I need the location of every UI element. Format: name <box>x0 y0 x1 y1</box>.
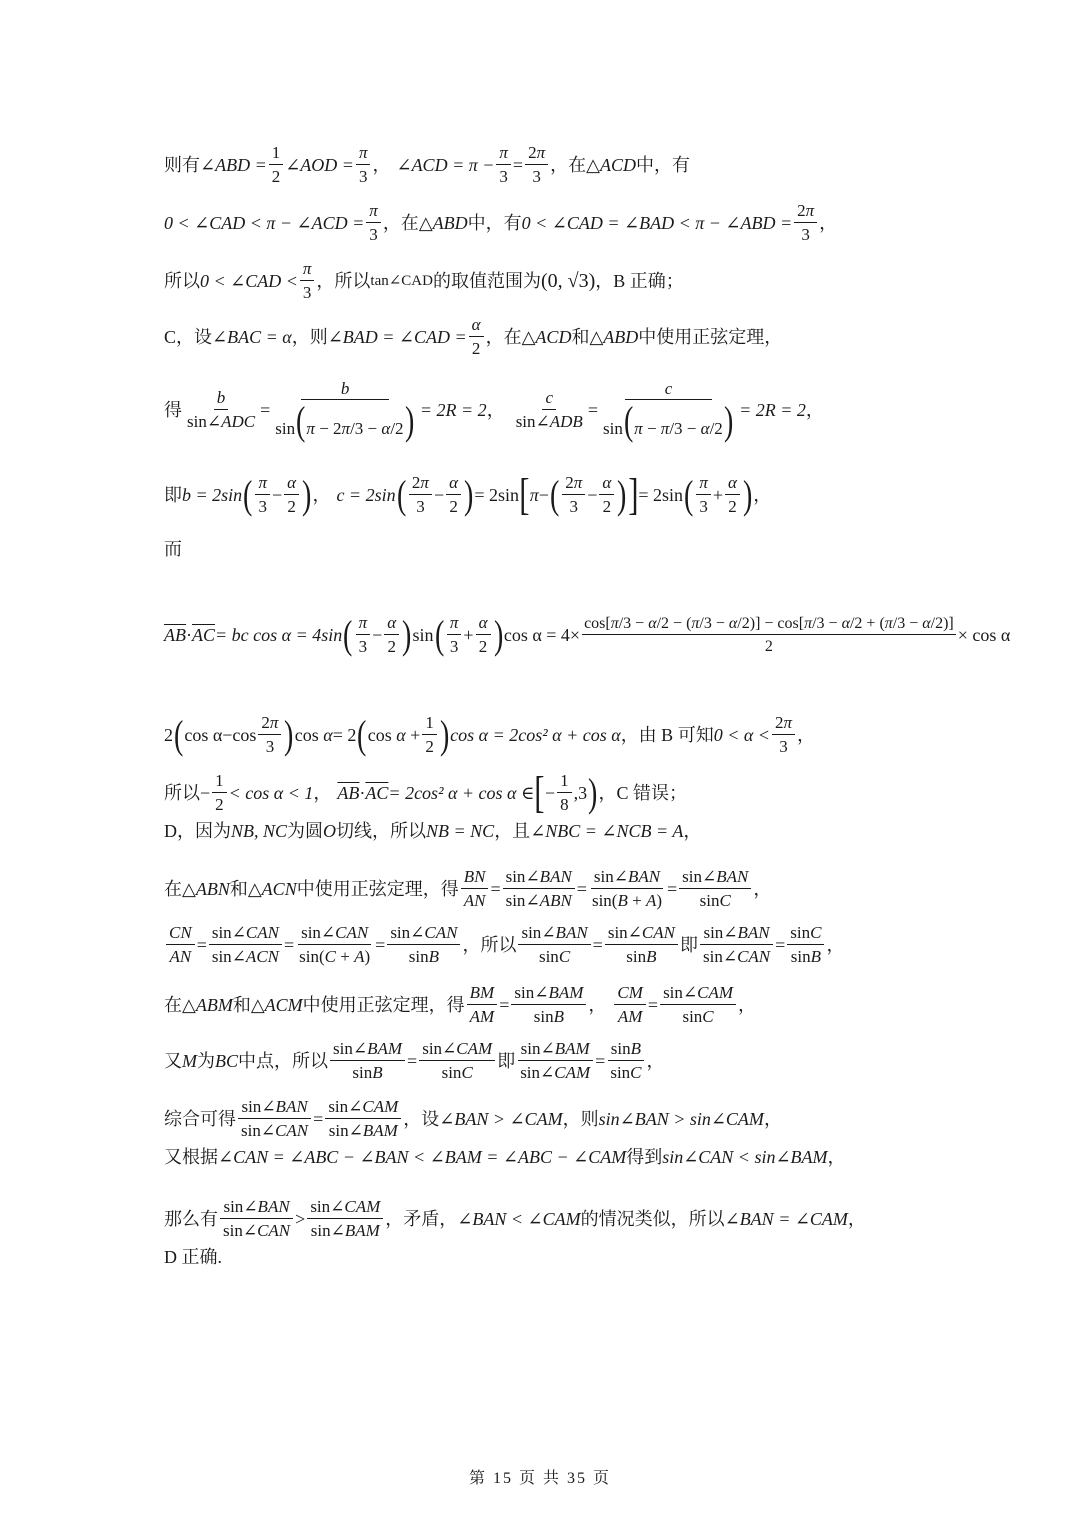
line-9: 2 ( cos α −cos $\frac{2\pi}{3}$ ) cos α = 2 ( cos α + $\frac{1}{2}$ ) cos α = 2cos² α + cos α ，由 B 可知 0 < α < $\frac{2\pi}{3}$ ， <box>164 711 815 757</box>
math: △ACM <box>250 994 303 1015</box>
fraction: $\frac{\pi}{3}$ <box>366 200 381 245</box>
text: ， <box>646 1050 665 1071</box>
math: 0 < ∠CAD < <box>200 270 298 291</box>
text: ， <box>313 782 332 803</box>
math: ∠ABD = <box>200 154 267 175</box>
math: × cos α <box>957 624 1011 645</box>
fraction: $\frac{c}{\text{sin∠ADB}}$ <box>515 388 583 431</box>
math: ∠AOD = <box>285 154 354 175</box>
text: D，因为 <box>164 821 231 841</box>
text: ，B 正确； <box>595 270 684 291</box>
text: ， <box>753 878 772 899</box>
text: ，在 <box>485 326 522 347</box>
math: < cos α < 1 <box>228 782 314 803</box>
line-13: $\frac{CN}{AN}$ = $\frac{\text{sin∠CAN}}{\text{sin∠ACN}}$ = $\frac{\text{sin∠CAN}}{\sin(C + A)}$ = $\frac{\text{sin∠CAN}}{\sin B}$ ，所以 $\frac{\text{sin∠BAN}}{\sin C}$ = $\frac{\text{sin∠CAN}}{\sin B}$ 即 $\frac{\text{sin∠BAN}}{\text{sin∠CAN}}$ = $\frac{\sin C}{\sin B}$ ， <box>164 922 844 967</box>
math: sin <box>412 624 434 645</box>
text: ， <box>738 994 757 1015</box>
text: 中使用正弦定理，得 <box>296 878 459 899</box>
text: ， <box>796 724 815 745</box>
text: 而 <box>164 539 182 559</box>
text: 和 <box>229 878 248 899</box>
math: ∠ACD = π − <box>396 154 495 175</box>
line-8: $\overline{AB}$ · $\overline{AC}$ = bc cos α = 4sin ( $\frac{\pi}{3}$ − $\frac{\alpha}{2}$ ) sin ( $\frac{\pi}{3}$ + $\frac{\alpha}{2}$ ) cos α = 4× $\frac{\cos[\pi/3 - \alpha/2 - (\pi/3 - \alpha/2)] - \cos[\pi/3 - \alpha/2 + (\pi/3 - \alpha/2)]}{2}$ × cos α <box>164 611 1011 657</box>
math: NB = NC <box>426 821 495 841</box>
text: 那么有 <box>164 1208 218 1229</box>
fraction: $\frac{1}{2}$ <box>269 142 284 187</box>
math: 2 <box>164 724 173 745</box>
text: ， <box>819 212 838 233</box>
line-14: 在 △ABM 和 △ACM 中使用正弦定理，得 $\frac{BM}{AM}$ = $\frac{\text{sin∠BAM}}{\sin B}$ ， $\frac{CM}{AM}$ = $\frac{\text{sin∠CAM}}{\sin C}$ ， <box>164 983 757 1026</box>
line-15: 又 M 为 BC 中点，所以 $\frac{\text{sin∠BAM}}{\sin B}$ = $\frac{\text{sin∠CAM}}{\sin C}$ 即 $\frac{\text{sin∠BAM}}{\text{sin∠CAM}}$ = $\frac{\sin B}{\sin C}$ ， <box>164 1039 665 1082</box>
text: ， <box>847 1208 866 1229</box>
text: ， <box>805 399 824 420</box>
fraction: $\frac{c}{\sin(\pi - \pi/3 - \alpha/2)}$ <box>602 379 734 443</box>
text: 中使用正弦定理，得 <box>302 994 465 1015</box>
math: cos α <box>184 724 223 745</box>
math: ∠CAN = ∠ABC − ∠BAN < ∠BAM = ∠ABC − ∠CAM <box>218 1147 627 1167</box>
text: 和 <box>232 994 251 1015</box>
math: O <box>323 821 337 841</box>
text: ，在 <box>382 212 419 233</box>
line-18: 那么有 $\frac{\text{sin∠BAN}}{\text{sin∠CAN}}$ > $\frac{\text{sin∠CAM}}{\text{sin∠BAM}}$ ，矛盾， ∠BAN < ∠CAM 的情况类似，所以 ∠BAN = ∠CAM ， <box>164 1197 866 1240</box>
text: 即 <box>497 1050 516 1071</box>
line-11 <box>164 820 701 842</box>
line-19 <box>164 1246 222 1268</box>
line-12: 在 △ABN 和 △ACN 中使用正弦定理，得 $\frac{BN}{AN}$ = $\frac{\text{sin∠BAN}}{\text{sin∠ABN}}$ = $\frac{\text{sin∠BAN}}{\sin(B + A)}$ = $\frac{\text{sin∠BAN}}{\sin C}$ ， <box>164 867 772 910</box>
fraction: $\frac{b}{\sin(\pi - 2\pi/3 - \alpha/2)}$ <box>275 379 414 443</box>
math: 0 < ∠CAD < π − ∠ACD = <box>164 212 365 233</box>
math: = 2R = 2 <box>419 399 487 420</box>
text: ，设 <box>403 1108 440 1129</box>
text: 切线，所以 <box>336 821 427 841</box>
text: 又根据 <box>164 1147 218 1167</box>
line-5: 得 $\frac{b}{\text{sin∠ADC}}$ = $\frac{b}{\sin(\pi - 2\pi/3 - \alpha/2)}$ = 2R = 2 ， $\frac{c}{\text{sin∠ADB}}$ = $\frac{c}{\sin(\pi - \pi/3 - \alpha/2)}$ = 2R = 2 ， <box>164 379 824 443</box>
text: ， <box>486 399 505 420</box>
text: 的情况类似，所以 <box>580 1208 725 1229</box>
math: 0 < ∠CAD = ∠BAD < π − ∠ABD = <box>521 212 793 233</box>
text: 得到 <box>626 1147 663 1167</box>
math: △ACN <box>247 878 297 899</box>
text: 中，有 <box>635 154 690 175</box>
text: 所以 <box>164 782 200 803</box>
text: ，且 <box>494 821 531 841</box>
fraction: $\frac{\alpha}{2}$ <box>469 314 484 359</box>
math: △ACD <box>586 154 636 175</box>
line-1: 则有 ∠ABD = $\frac{1}{2}$ ∠AOD = $\frac{\pi}{3}$ ， ∠ACD = π − $\frac{\pi}{3}$ = $\frac{2\pi}{3}$ ，在 △ACD 中，有 <box>164 143 690 186</box>
math: sin∠BAN > sin∠CAM <box>598 1108 764 1129</box>
text: ， <box>827 1147 846 1167</box>
math: = 2sin <box>474 484 520 505</box>
text: 中点，所以 <box>238 1050 329 1071</box>
text: ，在 <box>550 154 587 175</box>
text: ，则 <box>562 1108 599 1129</box>
math: cos α = 2cos² α + cos α <box>450 724 621 745</box>
fraction: $\frac{\pi}{3}$ <box>300 258 315 303</box>
line-6: 即 b = 2sin ( $\frac{\pi}{3}$ − $\frac{\alpha}{2}$ ) ， c = 2sin ( $\frac{2\pi}{3}$ − $\frac{\alpha}{2}$ ) = 2sin [ π − ( $\frac{2\pi}{3}$ − $\frac{\alpha}{2}$ ) ] = 2sin ( $\frac{\pi}{3}$ + $\frac{\alpha}{2}$ ) ， <box>164 469 772 519</box>
fraction: $\frac{2\pi}{3}$ <box>794 200 817 245</box>
text: 得 <box>164 399 182 420</box>
line-7 <box>164 538 182 560</box>
line-2 <box>164 200 837 245</box>
math: △ABD <box>589 326 639 347</box>
fraction: $\frac{\pi}{3}$ <box>356 142 371 187</box>
text: ，则 <box>291 326 328 347</box>
text: 综合可得 <box>164 1108 236 1129</box>
text: ， <box>312 484 331 505</box>
text: ， <box>753 484 772 505</box>
math: NB, NC <box>231 821 288 841</box>
text: ， <box>763 1108 782 1129</box>
math: M <box>182 1050 197 1071</box>
math: = <box>512 154 524 175</box>
fraction: $\frac{2\pi}{3}$ <box>525 142 548 187</box>
text: 即 <box>164 484 182 505</box>
line-17 <box>164 1146 846 1168</box>
text: 和 <box>571 326 590 347</box>
text: ，所以 <box>316 270 371 291</box>
line-10: 所以 − $\frac{1}{2}$ < cos α < 1 ， $\overline{AB}$ · $\overline{AC}$ = 2cos² α + cos α ∈ [ − $\frac{1}{8}$ ,3 ) ，C 错误； <box>164 767 687 817</box>
math: = 2 <box>332 724 357 745</box>
text: ，由 B 可知 <box>620 724 714 745</box>
fraction: $\frac{b}{\text{sin∠ADC}}$ <box>187 388 256 431</box>
math: ∠BAD = ∠CAD = <box>327 326 467 347</box>
math: tan∠CAD <box>370 272 433 289</box>
text: C，设 <box>164 326 213 347</box>
text: 又 <box>164 1050 182 1071</box>
text: ， <box>826 934 845 955</box>
text: ，C 错误； <box>598 782 687 803</box>
math: cos α = 4× <box>503 624 581 645</box>
text: 的取值范围为 <box>432 270 541 291</box>
text: 即 <box>679 934 698 955</box>
text: 为圆 <box>287 821 324 841</box>
fraction: $\frac{\pi}{3}$ <box>496 142 511 187</box>
math: c = 2sin <box>336 484 396 505</box>
math: BC <box>215 1050 239 1071</box>
page-footer: 第 15 页 共 35 页 <box>468 1470 611 1487</box>
text: 所以 <box>164 270 200 291</box>
line-16: 综合可得 $\frac{\text{sin∠BAN}}{\text{sin∠CAN}}$ = $\frac{\text{sin∠CAM}}{\text{sin∠BAM}}$ ，设 ∠BAN > ∠CAM ，则 sin∠BAN > sin∠CAM ， <box>164 1097 782 1140</box>
math: b = 2sin <box>182 484 243 505</box>
math: sin∠CAN < sin∠BAM <box>662 1147 828 1167</box>
math: ∠BAN < ∠CAM <box>457 1208 581 1229</box>
math: △ABN <box>182 878 230 899</box>
math: = bc cos α = 4sin <box>215 624 343 645</box>
math: ∠BAN > ∠CAM <box>439 1108 563 1129</box>
math: 0 < α < <box>713 724 770 745</box>
line-3 <box>164 258 684 303</box>
text: 在 <box>164 878 182 899</box>
math: = 2cos² α + cos α ∈ <box>388 782 535 803</box>
text: 则有 <box>164 154 200 175</box>
math: = 2sin <box>638 484 683 505</box>
text: ，矛盾， <box>385 1208 458 1229</box>
math: △ABD <box>418 212 468 233</box>
text: ，所以 <box>462 934 517 955</box>
math: ∠BAC = α <box>212 326 292 347</box>
line-4 <box>164 314 782 359</box>
text: ， <box>683 821 702 841</box>
text: 中使用正弦定理， <box>638 326 783 347</box>
math: △ABM <box>182 994 233 1015</box>
text: D 正确. <box>164 1247 222 1267</box>
text: ， <box>588 994 607 1015</box>
math: = 2R = 2 <box>739 399 806 420</box>
text: 在 <box>164 994 182 1015</box>
math: △ACD <box>521 326 572 347</box>
math: (0, √3) <box>540 269 596 292</box>
math: ∠NBC = ∠NCB = A <box>530 821 684 841</box>
math: ∠BAN = ∠CAM <box>724 1208 848 1229</box>
fraction: $\frac{\cos[\pi/3 - \alpha/2 - (\pi/3 - \alpha/2)] - \cos[\pi/3 - \alpha/2 + (\pi/3 - \alpha/2)]}{2}$ <box>584 614 954 655</box>
text: 为 <box>197 1050 215 1071</box>
text: 中，有 <box>467 212 522 233</box>
